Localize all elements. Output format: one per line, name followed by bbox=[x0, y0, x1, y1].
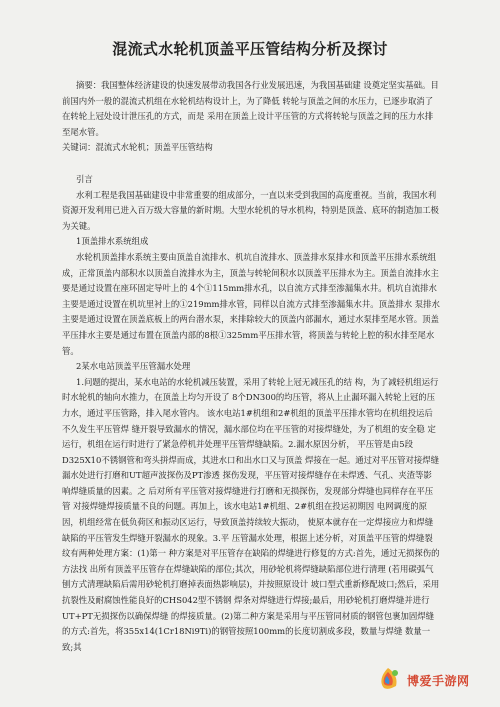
article-body bbox=[62, 172, 440, 655]
section-heading: 2某水电站顶盖平压管漏水处理 bbox=[76, 361, 191, 372]
page-title: 混流式水轮机顶盖平压管结构分析及探讨 bbox=[112, 40, 388, 58]
body-paragraph: 水轮机顶盖排水系统主要由顶盖自流排水、机坑自流排水、顶盖排水泵排水和顶盖平压排水系统组成，正常顶盖内部积水以顶盖自流排水为主，顶盖与转轮间积水以顶盖平压排水为主。顶盖自流排水主要是通过设置在座环固定导叶上的 4个①115mm排水孔，以自流方式排至渗漏集水井。机坑自流排水主要是通过设置在机坑里衬上的①219mm排水管，同样以自流方式排至渗漏集水井。顶盖排水 泵排水主要是通过设置在顶盖底板上的两台潜水泵，来排除较大的顶盖内部漏水，通过水泵排至尾水管。顶盖平压排水主要是通过布置在顶盖内部的8根①325mm平压排水管，将顶盖与转轮上腔的积水排至尾水管。 bbox=[62, 251, 440, 356]
keywords: 关键词：混流式水轮机；顶盖平压管结构 bbox=[62, 142, 213, 153]
watermark-text: 博爱手游网 bbox=[407, 673, 470, 688]
rainbow-leaf-logo-icon bbox=[374, 666, 402, 694]
abstract-text: 摘要：我国整体经济建设的快速发展带动我国各行业发展迅速，为我国基础建 设奠定坚实基础。目前国内外一般的混流式机组在水轮机结构设计上，为了降低 转轮与顶盖之间的水压力，已逐步取消了在转轮上冠处设计泄压孔的方式，而是 采用在顶盖上设计平压管的方式将转轮与顶盖之间的压力水排至尾水管。 bbox=[62, 80, 439, 137]
section-heading: 1顶盖排水系统组成 bbox=[76, 236, 149, 247]
site-watermark bbox=[374, 663, 478, 697]
section-heading: 引言 bbox=[76, 174, 93, 184]
abstract-section bbox=[62, 78, 440, 156]
body-paragraph: 1.问题的提出，某水电站的水轮机减压装置，采用了转轮上冠无减压孔的结 构，为了减轻机组运行时水轮机的轴向水推力，在顶盖上均匀开设了 8个DN300的均压管，将从上止漏环漏入转轮上冠的压力水，通过平压管路，排入尾水管内。 该水电站1#机组和2#机组的顶盖平压排水管均在机组投运后不久发生平压管焊 缝开裂导致漏水的情况，漏水部位均在平压管的对接焊缝处，为了机组的安全稳 定运行，机组在运行时进行了紧急停机并处理平压管焊缝缺陷。2.漏水原因分析， 平压管是由5段D325X10不锈钢管和弯头拼焊而成，其进水口和出水口又与顶盖 焊接在一起。通过对平压管对接焊缝漏水处进行打磨和UT超声波探伤及PT渗透 探伤发现，平压管对接焊缝存在未焊透、气孔、夹渣等影响焊缝质量的因素。之 后对所有平压管对接焊缝进行打磨和无损探伤，发现部分焊缝也同样存在平压管 对接焊缝焊接质量不良的问题。再加上，该水电站1#机组、2#机组在投运初期因 电网调度的原因，机组经常在低负荷区和振动区运行，导致顶盖持续较大振动， 使原本就存在一定焊接应力和焊缝缺陷的平压管发生焊缝开裂漏水的现象。3.平 压管漏水处理，根据上述分析，对顶盖平压管的焊缝裂纹有两种处理方案：(1)第一 种方案是对平压管存在缺陷的焊缝进行修复的方式:首先，通过无损探伤的方法找 出所有顶盖平压管存在焊缝缺陷的部位;其次，用砂轮机将焊缝缺陷部位进行清理 (若用碳弧气刨方式清理缺陷后需用砂轮机打磨掉表面热影响层)，并按照原设计 坡口型式重新修配坡口;然后，采用抗裂性及耐腐蚀性能良好的CHS042型不锈钢 焊条对焊缝进行焊接;最后，用砂轮机打磨焊缝并进行UT+PT无损探伤以确保焊缝 的焊接质量。(2)第二种方案是采用与平压管同材质的钢管包裹加固焊缝的方式:首先，将355x14(1Cr18Ni9Ti)的钢管按照100mm的长度切割成多段，数量与焊缝 数量一致;其 bbox=[62, 376, 440, 652]
body-paragraph: 水利工程是我国基础建设中非常重要的组成部分，一直以来受到我国的高度重视。当前，我国水利资源开发利用已进入百万级大容量的新时期。大型水轮机的导水机构，特别是顶盖、底环的制造加工极为关键。 bbox=[62, 189, 439, 231]
